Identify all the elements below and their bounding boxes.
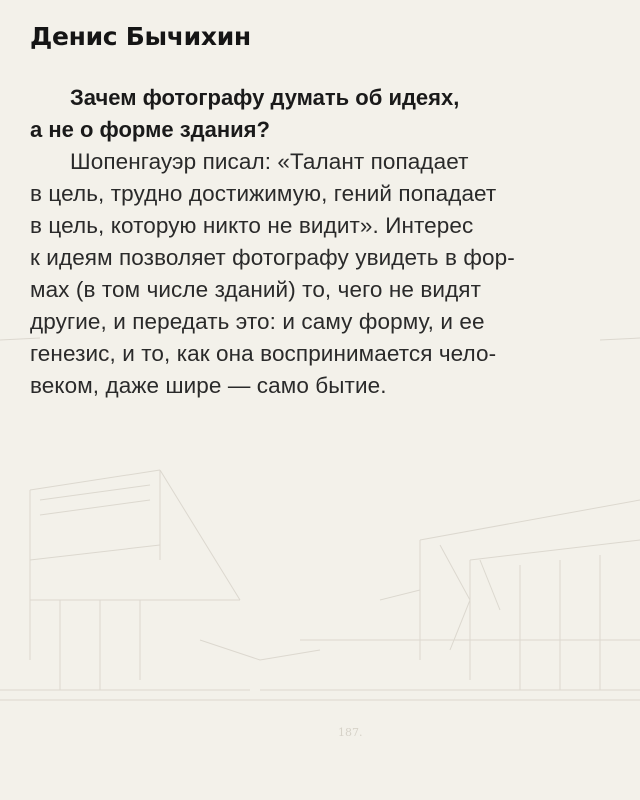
paragraph-line: мах (в том числе зданий) то, чего не видят bbox=[30, 277, 481, 302]
paragraph-line: к идеям позволяет фотографу увидеть в фор- bbox=[30, 245, 515, 270]
paragraph-line: в цель, трудно достижимую, гений попадает bbox=[30, 181, 497, 206]
question-line: Зачем фотографу думать об идеях, bbox=[70, 85, 460, 110]
paragraph-line: в цель, которую никто не видит». Интерес bbox=[30, 213, 474, 238]
paragraph-line: генезис, и то, как она воспринимается чело- bbox=[30, 341, 497, 366]
question-line: а не о форме здания? bbox=[30, 117, 270, 142]
answer-paragraph bbox=[30, 146, 620, 402]
paragraph-line: другие, и передать это: и саму форму, и ее bbox=[30, 309, 485, 334]
article bbox=[30, 22, 620, 402]
paragraph-line: Шопенгауэр писал: «Талант попадает bbox=[70, 149, 469, 174]
question-heading bbox=[30, 82, 620, 146]
author-name: Денис Бычихин bbox=[30, 22, 251, 51]
page-number: 187. bbox=[338, 726, 363, 739]
paragraph-line: веком, даже шире — само бытие. bbox=[30, 373, 387, 398]
